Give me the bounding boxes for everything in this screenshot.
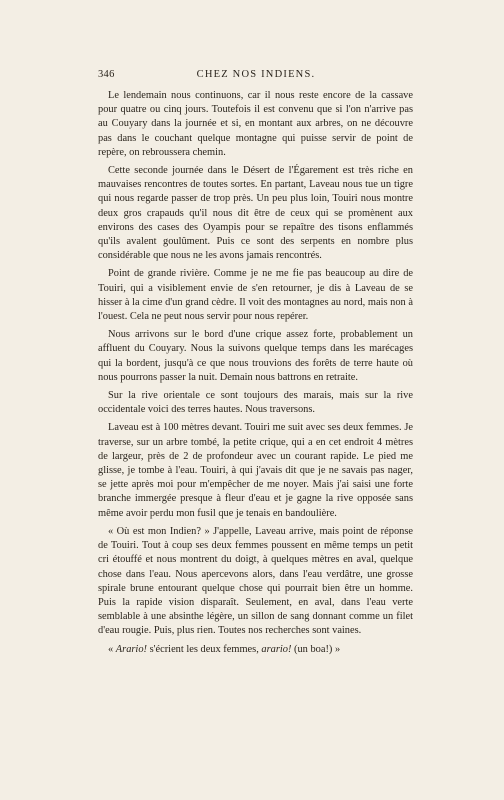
paragraph: Laveau est à 100 mètres devant. Touiri me suit avec ses deux femmes. Je traverse, sur un arbre tombé, la petite crique, qui a en cet endroit 4 mètres de largeur, près de 2 de profondeur avec un courant rapide. Le pied me glisse, je tombe à l'eau. Touiri, à qui j'avais dit que je ne savais pas nager, se jette après moi pour m'empêcher de me noyer. Mais j'ai saisi une forte branche immergée presque à fleur d'eau et je gagne la rive opposée sans même avoir perdu mon fusil que je tenais en bandoulière.	[98, 422, 413, 519]
cry-arario-2: arario!	[261, 643, 292, 655]
running-head: CHEZ NOS INDIENS.	[196, 69, 316, 80]
closing-tail: (un boa!) »	[291, 643, 341, 655]
page-header	[98, 69, 414, 83]
cry-arario-1: Arario!	[115, 643, 147, 655]
paragraph: Point de grande rivière. Comme je ne me fie pas beaucoup au dire de Touiri, qui a visiblement envie de s'en retourner, je dis à Laveau de se hisser à la cime d'un grand cèdre. Il voit des montagnes au nord, mais non à l'ouest. Cela ne peut nous servir pour nous repérer.	[98, 268, 413, 323]
open-quote: «	[108, 643, 116, 655]
paragraph: « Où est mon Indien? » J'appelle, Laveau arrive, mais point de réponse de Touiri. Tout à coup ses deux femmes poussent en même temps un petit cri étouffé et nous montrent du doigt, à quelques mètres en aval, quelque chose dans l'eau. Nous apercevons alors, dans l'eau verdâtre, une grosse spirale brune entourant quelque chose qui pourrait bien être un homme. Puis la rapide vision disparaît. Seulement, en aval, dans l'eau verte semblable à une absinthe légère, un sillon de sang donnant comme un filet d'eau rougie. Puis, plus rien. Toutes nos recherches sont vaines.	[98, 525, 413, 637]
body-text	[98, 89, 413, 661]
paragraph: Cette seconde journée dans le Désert de l'Égarement est très riche en mauvaises rencontres de toutes sortes. En partant, Laveau nous tue un tigre qui nous regarde passer de trop près. Un peu plus loin, Touiri nous montre deux gros crapauds qu'il nous dit être de ceux qui se promènent aux environs des cases des Oyampis pour se repaître des tisons enflammés qu'ils avalent goulûment. Puis ce sont des serpents en nombre plus considérable que nous ne les avons jamais rencontrés.	[98, 165, 413, 262]
paragraph: Sur la rive orientale ce sont toujours des marais, mais sur la rive occidentale voici des terres hautes. Nous traversons.	[98, 390, 413, 416]
page-number: 346	[98, 69, 115, 80]
paragraph: Nous arrivons sur le bord d'une crique assez forte, probablement un affluent du Couyary. Nous la suivons quelque temps dans les marécages qui la bordent, jusqu'à ce que nous trouvions des forêts de terre haute où nous pourrons passer la nuit. Demain nous battrons en retraite.	[98, 329, 413, 383]
closing-paragraph	[98, 643, 413, 657]
paragraph: Le lendemain nous continuons, car il nous reste encore de la cassave pour quatre ou cinq jours. Toutefois il est convenu que si l'on n'arrive pas au Couyary dans la journée et si, en montant aux arbres, on ne découvre pas dans le couchant quelque montagne qui puisse servir de point de repère, on rebroussera chemin.	[98, 90, 413, 158]
closing-middle: s'écrient les deux femmes,	[146, 643, 262, 655]
